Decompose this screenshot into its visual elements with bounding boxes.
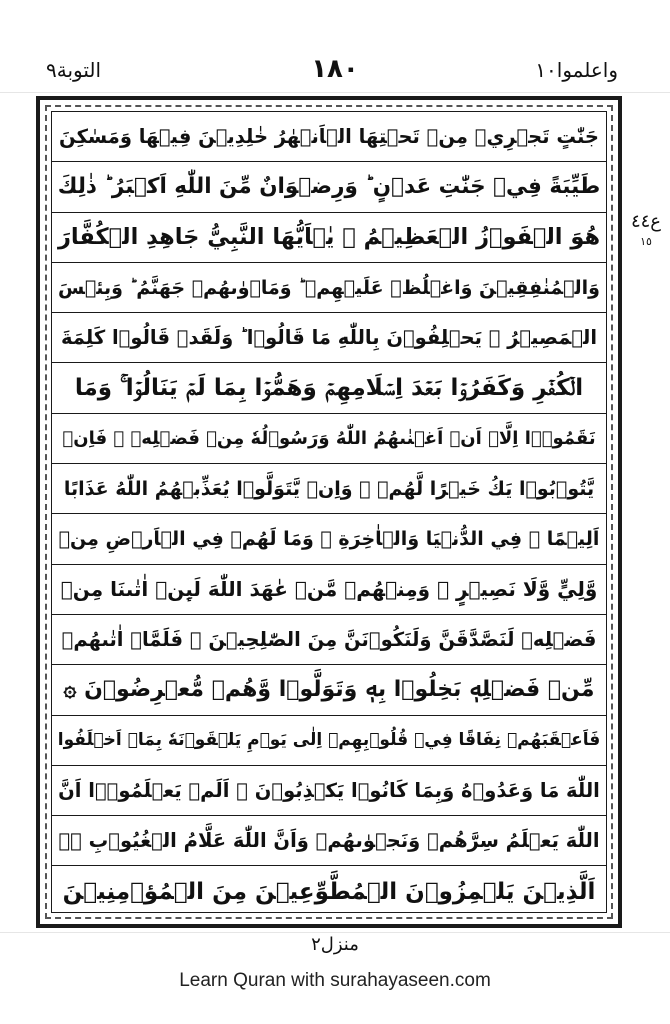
footer-divider <box>0 932 670 933</box>
text-line-5: الۡمَصِيۡرُ ۞ يَحۡلِفُوۡنَ بِاللّٰهِ مَا قَالُوۡا ؕ وَلَقَدۡ قَالُوۡا كَلِمَةَ <box>52 313 606 363</box>
text-lines <box>52 112 606 912</box>
juz-name: واعلموا١٠ <box>535 58 618 82</box>
text-line-1: جَنّٰتٍ تَجۡرِيۡ مِنۡ تَحۡتِهَا الۡاَنۡهٰرُ خٰلِدِيۡنَ فِيۡهَا وَمَسٰكِنَ <box>52 112 606 162</box>
ruku-number: ١٥ <box>640 235 652 248</box>
text-line-11: فَضۡلِهٖ لَنَصَّدَّقَنَّ وَلَنَكُوۡنَنَّ مِنَ الصّٰلِحِيۡنَ ۞ فَلَمَّاۤ اٰتٰٮهُمۡ <box>52 615 606 665</box>
text-line-14: اللّٰهَ مَا وَعَدُوۡهُ وَبِمَا كَانُوۡا يَكۡذِبُوۡنَ ۞ اَلَمۡ يَعۡلَمُوۡۤا اَنَّ <box>52 766 606 816</box>
surah-name: التوبة٩ <box>46 58 102 82</box>
text-line-7: نَقَمُوۡۤا اِلَّاۤ اَنۡ اَغۡنٰٮهُمُ اللّٰهُ وَرَسُوۡلُهٗ مِنۡ فَضۡلِهٖ ۚ فَاِنۡ <box>52 414 606 464</box>
text-line-13: فَاَعۡقَبَهُمۡ نِفَاقًا فِيۡ قُلُوۡبِهِمۡ اِلٰى يَوۡمِ يَلۡقَوۡنَهٗ بِمَاۤ اَخۡلَفُوا <box>52 716 606 766</box>
text-line-6: الۡكُفۡرِ وَكَفَرُوۡا بَعۡدَ اِسۡلَامِهِمۡ وَهَمُّوۡا بِمَا لَمۡ يَنَالُوۡا ۚ وَمَا <box>52 363 606 413</box>
text-panel <box>51 111 607 913</box>
text-line-15: اللّٰهَ يَعۡلَمُ سِرَّهُمۡ وَنَجۡوٰٮهُمۡ وَاَنَّ اللّٰهَ عَلَّامُ الۡغُيُوۡبِ ۞ۚ <box>52 816 606 866</box>
text-line-9: اَلِيۡمًا ۙ فِي الدُّنۡيَا وَالۡاٰخِرَةِ ۚ وَمَا لَهُمۡ فِي الۡاَرۡضِ مِنۡ <box>52 514 606 564</box>
page-number: ١٨٠ <box>311 54 359 84</box>
text-line-2: طَيِّبَةً فِيۡ جَنّٰتِ عَدۡنٍ ؕ وَرِضۡوَانٌ مِّنَ اللّٰهِ اَكۡبَرُ ؕ ذٰلِكَ <box>52 162 606 212</box>
manzil-label: منزل٢ <box>311 934 359 955</box>
text-line-10: وَّلِيٍّ وَّلَا نَصِيۡرٍ ۞ وَمِنۡهُمۡ مَّنۡ عٰهَدَ اللّٰهَ لَٮِٕنۡ اٰتٰٮنَا مِنۡ <box>52 565 606 615</box>
text-line-16: اَلَّذِيۡنَ يَلۡمِزُوۡنَ الۡمُطَّوِّعِيۡنَ مِنَ الۡمُؤۡمِنِيۡنَ <box>62 878 596 905</box>
site-credit: Learn Quran with surahayaseen.com <box>179 970 491 991</box>
text-line-4: وَالۡمُنٰفِقِيۡنَ وَاغۡلُظۡ عَلَيۡهِمۡ ؕ وَمَاۡوٰٮهُمۡ جَهَنَّمُ ؕ وَبِئۡسَ <box>52 263 606 313</box>
header-divider <box>0 92 670 93</box>
quran-page-frame <box>36 96 622 928</box>
text-line-8: يَّتُوۡبُوۡا يَكُ خَيۡرًا لَّهُمۡ ۚ وَاِنۡ يَّتَوَلَّوۡا يُعَذِّبۡهُمُ اللّٰهُ عَذَابًا <box>52 464 606 514</box>
ruku-symbol: ع٤٤ <box>630 211 662 232</box>
page-header <box>0 54 670 92</box>
decorative-border <box>45 105 613 919</box>
text-line-3: هُوَ الۡفَوۡزُ الۡعَظِيۡمُ ۞ يٰۤاَيُّهَا النَّبِيُّ جَاهِدِ الۡكُفَّارَ <box>52 213 606 263</box>
ruku-marker <box>626 212 666 272</box>
text-line-12: مِّنۡ فَضۡلِهٖ بَخِلُوۡا بِهٖ وَتَوَلَّوۡا وَّهُمۡ مُّعۡرِضُوۡنَ ۞ <box>52 665 606 715</box>
